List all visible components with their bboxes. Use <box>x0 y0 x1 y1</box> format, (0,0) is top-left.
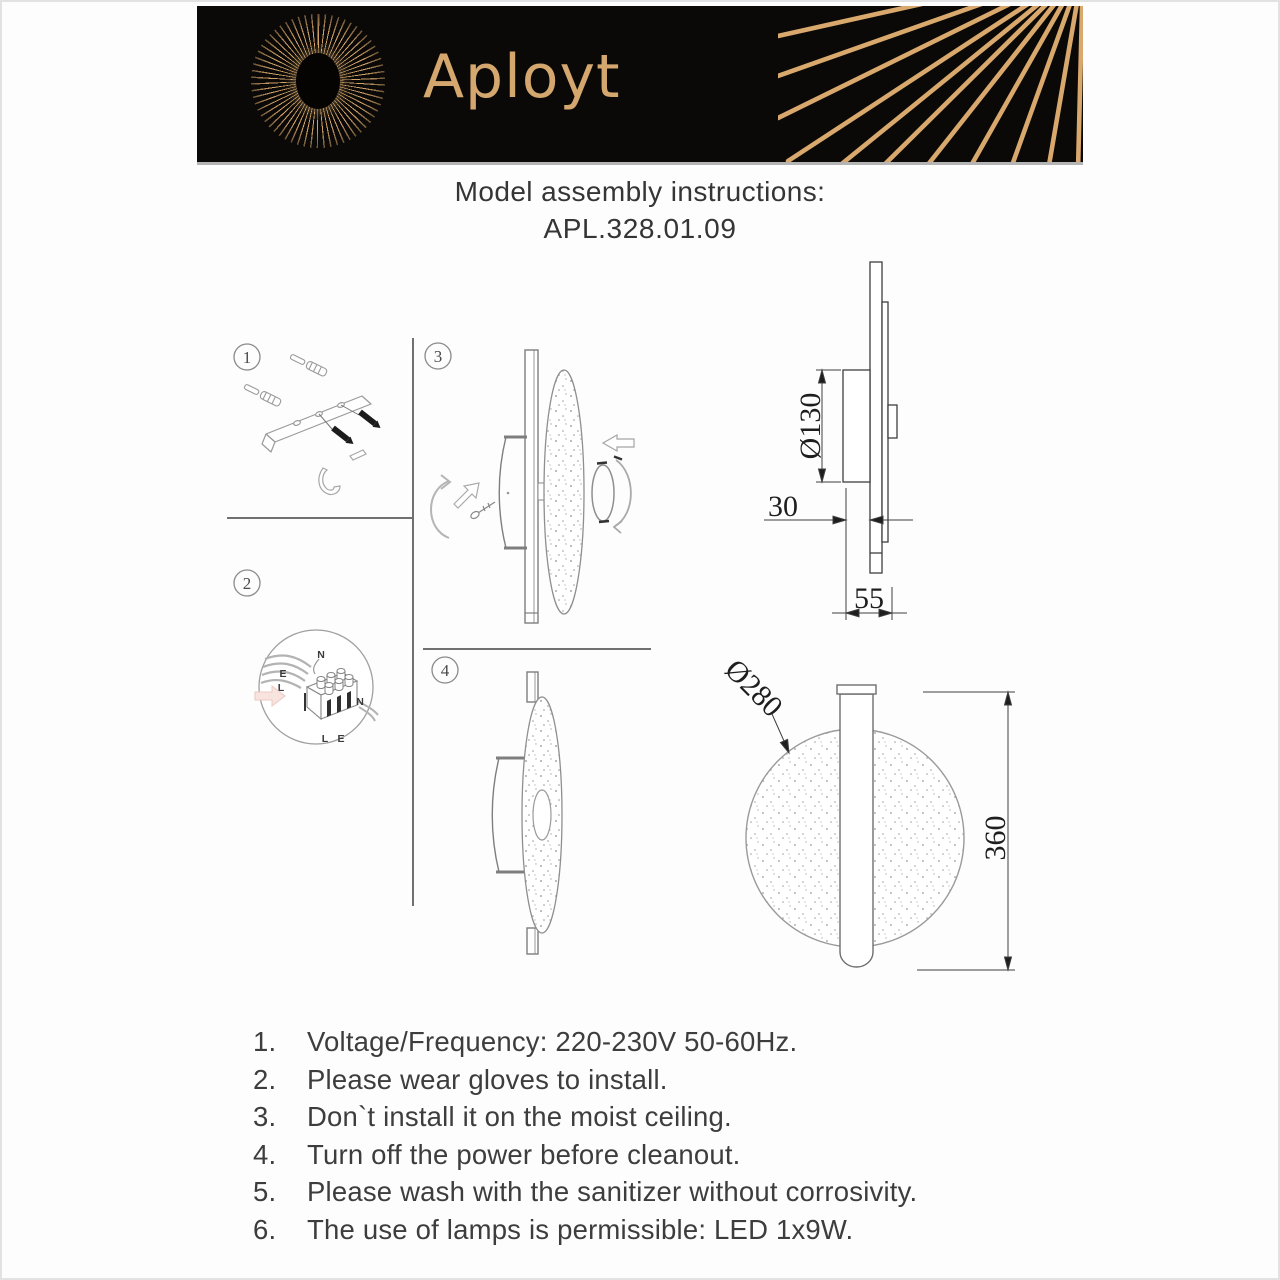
tube-cap <box>837 685 876 694</box>
instruction-list <box>253 1023 917 1249</box>
shade-highlight <box>533 790 551 840</box>
model-number: APL.328.01.09 <box>543 213 737 244</box>
svg-text:4: 4 <box>440 661 450 680</box>
item-number: 2. <box>253 1063 277 1095</box>
item-text: Don`t install it on the moist ceiling. <box>307 1101 732 1133</box>
title-block <box>0 176 1280 245</box>
list-item <box>253 1136 917 1174</box>
mount-plate <box>499 437 527 548</box>
svg-text:Ø130: Ø130 <box>794 392 827 460</box>
svg-text:55: 55 <box>854 582 884 615</box>
list-item <box>253 1173 917 1211</box>
wall-bar <box>525 350 538 623</box>
item-text: Please wash with the sanitizer without corrosivity. <box>307 1176 918 1208</box>
dimension-side-view <box>742 248 922 628</box>
insert-arrow-icon <box>454 483 479 508</box>
brand-name: Aployt <box>423 42 621 112</box>
anchor-screw-icons <box>243 353 328 407</box>
step4-diagram <box>418 652 668 957</box>
mount-plate <box>492 758 524 872</box>
item-number: 1. <box>253 1026 277 1057</box>
starburst-logo-icon <box>251 14 385 148</box>
item-number: 6. <box>253 1213 277 1245</box>
svg-text:1: 1 <box>242 348 252 367</box>
svg-text:E: E <box>279 668 287 680</box>
lock-ring <box>592 463 614 523</box>
brand-banner <box>197 6 1083 162</box>
list-item <box>253 1098 917 1136</box>
svg-text:30: 30 <box>768 490 798 523</box>
svg-text:L: L <box>277 682 285 694</box>
horizontal-divider-left <box>227 517 413 519</box>
item-text: The use of lamps is permissible: LED 1x9W. <box>307 1213 854 1245</box>
item-number: 3. <box>253 1101 277 1133</box>
svg-text:360: 360 <box>979 815 1012 861</box>
dimension-front-view <box>712 648 1032 1016</box>
item-number: 4. <box>253 1138 277 1170</box>
step3-diagram <box>418 332 668 640</box>
list-item <box>253 1023 917 1061</box>
svg-text:N: N <box>356 696 364 708</box>
item-text: Turn off the power before cleanout. <box>307 1138 741 1170</box>
push-arrow-icon <box>603 435 634 451</box>
svg-text:2: 2 <box>242 574 252 593</box>
list-item <box>253 1061 917 1099</box>
item-text: Please wear gloves to install. <box>307 1063 668 1095</box>
step1-diagram <box>222 338 417 508</box>
glass-shade <box>544 370 584 614</box>
vertical-tube <box>840 694 873 967</box>
svg-text:N: N <box>317 649 325 661</box>
item-text: Voltage/Frequency: 220-230V 50-60Hz. <box>307 1026 798 1057</box>
rotate-arrow-left <box>431 475 450 538</box>
page-title: Model assembly instructions: <box>454 176 826 207</box>
horizontal-divider-right <box>423 648 651 650</box>
step2-diagram <box>225 555 405 790</box>
screw-icon <box>470 502 495 520</box>
rotate-arrow-right <box>614 457 631 534</box>
small-parts <box>319 450 366 495</box>
rays-decoration-icon <box>778 6 1083 162</box>
svg-text:3: 3 <box>433 347 443 366</box>
svg-text:Ø280: Ø280 <box>718 653 789 724</box>
svg-text:L: L <box>321 733 329 745</box>
svg-text:E: E <box>337 733 345 745</box>
item-number: 5. <box>253 1176 277 1208</box>
list-item <box>253 1211 917 1249</box>
